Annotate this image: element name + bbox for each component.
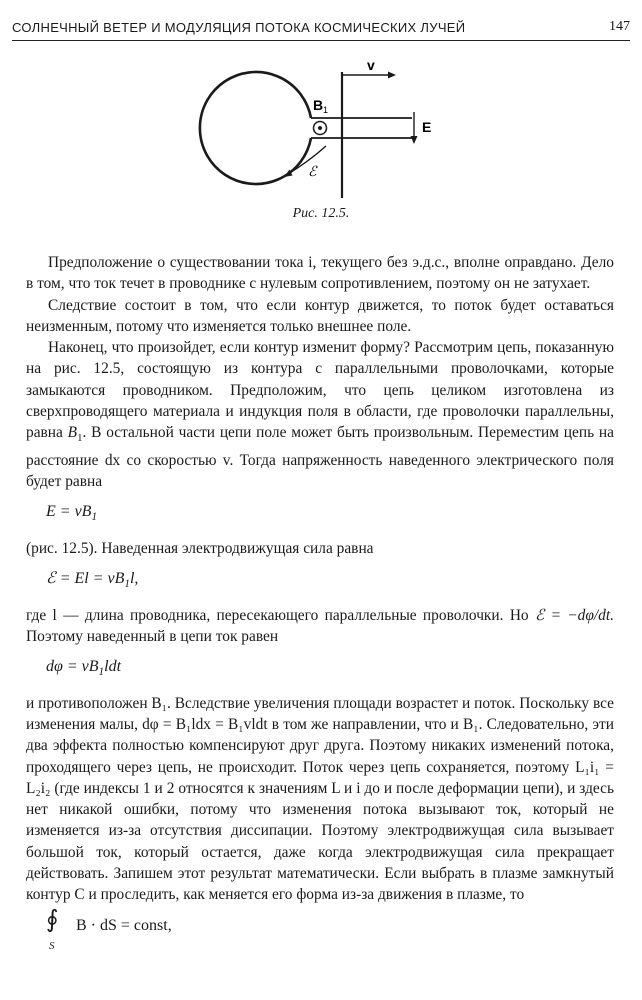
integral-body: B · dS = const,: [76, 916, 172, 934]
integral-subscript: S: [49, 939, 55, 952]
paragraph: (рис. 12.5). Наведенная электродвижущая сила равна: [26, 539, 374, 557]
paragraph: Предположение о существовании тока i, текущего без э.д.с., вполне оправдано. Дело в том, что ток течет в проводнике с нулевым сопротивлением, поэтому он не затухает.: [26, 254, 614, 293]
equation-integral: [46, 906, 614, 954]
contour-integral-symbol: ∮: [46, 906, 59, 933]
equation-emf: ℰ = $El = vB_1l$,: [46, 570, 139, 591]
figure-12-5: [190, 58, 440, 198]
label-e: E: [422, 119, 432, 135]
circuit-diagram: [190, 58, 440, 198]
label-v: v: [367, 58, 375, 73]
paragraph: Наконец, что произойдет, если контур изменит форму? Рассмотрим цепь, показанную на рис. 12.5, состоящую из контура с параллельными проволочками, которые замыкаются проводником. Предположим, что цепь целиком изготовлена из сверхпроводящего материала и индукция поля в области, где проволочки параллельны, равна $B_1$. В остальной части цепи поле может быть произвольным. Переместим цепь на расстояние dx со скоростью v. Тогда напряженность наведенного электрического поля будет равна: [26, 339, 614, 491]
label-emf: ℰ: [308, 165, 317, 180]
label-b1-sub: 1: [323, 105, 329, 115]
label-b1: B: [313, 97, 324, 113]
loop-wire: [200, 72, 311, 184]
body-text: [26, 252, 614, 954]
paragraph: где l — длина проводника, пересекающего параллельные проволочки. Но ℰ = −dφ/dt. Поэтому наведенный в цепи ток равен: [26, 606, 614, 645]
figure-caption: Рис. 12.5.: [292, 206, 350, 221]
equation-e: $E = vB_1$: [46, 503, 98, 524]
paragraph: и противоположен B₁. Вследствие увеличения площади возрастет и поток. Поскольку все изменения малы, dφ = B₁ldx = B₁vldt в том же направлении, что и B₁. Следовательно, эти два эффекта полностью компенсируют друг друга. Поэтому никаких изменений потока, проходящего через цепь, не происходит. Поток через цепь сохраняется, поэтому L₁i₁ = L₂i₂ (где индексы 1 и 2 относятся к значениям L и i до и после деформации цепи), и здесь нет никакой ошибки, потому что изменения потока вызывают ток, который не изменяется из-за отсутствия диссипации. Поэтому электродвижущая сила вызывает большой ток, который остается, даже когда электродвижущая сила прекращает действовать. Запишем этот результат математически. Если выбрать в плазме замкнутый контур C и проследить, как меняется его форма из-за движения в плазме, то: [26, 694, 614, 904]
equation-flux: $d\varphi = vB_1ldt$: [46, 658, 122, 679]
paragraph: Следствие состоит в том, что если контур движется, то поток будет оставаться неизменным, потому что изменяется только внешнее поле.: [26, 296, 614, 335]
page-number: 147: [609, 19, 630, 34]
running-head: СОЛНЕЧНЫЙ ВЕТЕР И МОДУЛЯЦИЯ ПОТОКА КОСМИЧЕСКИХ ЛУЧЕЙ: [12, 20, 466, 35]
page-header: [12, 18, 630, 41]
